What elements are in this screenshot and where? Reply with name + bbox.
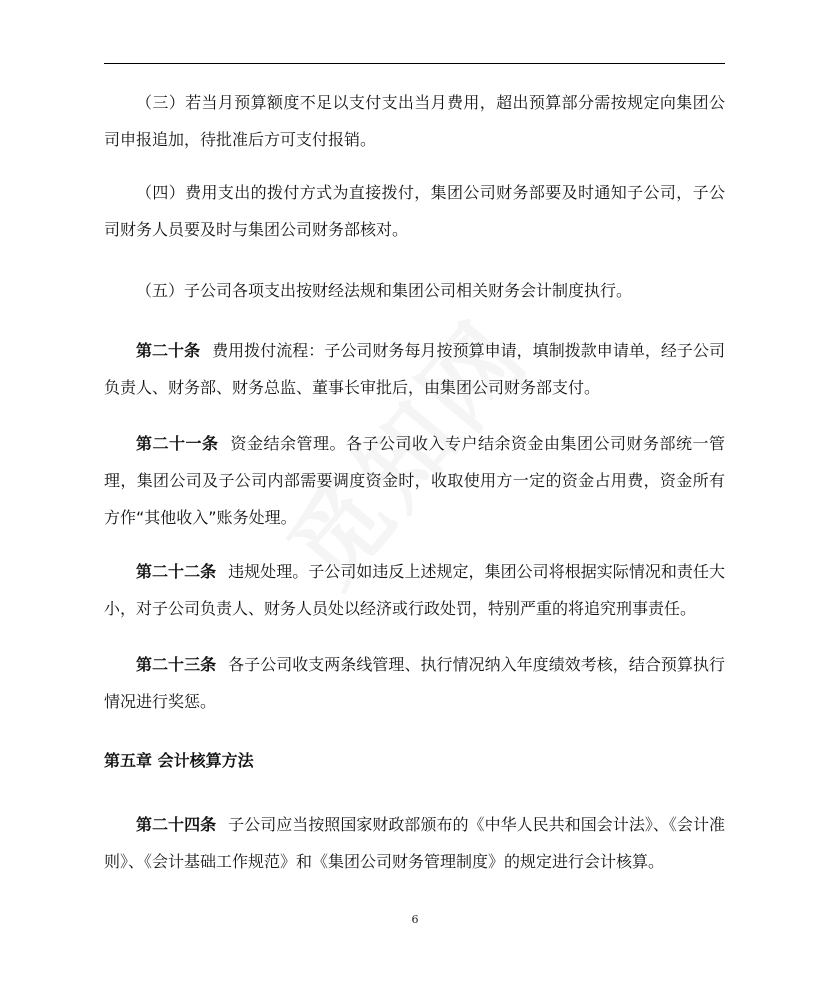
article-number: 第二十条 <box>136 341 201 360</box>
paragraph-clause-3 <box>104 84 725 158</box>
article-text: 违规处理。子公司如违反上述规定，集团公司将根据实际情况和责任大小，对子公司负责人、财务人员处以经济或行政处罚，特别严重的将追究刑事责任。 <box>104 562 725 618</box>
page-number: 6 <box>411 913 419 926</box>
paragraph-clause-5 <box>104 272 725 309</box>
paragraph-text: （四）费用支出的拨付方式为直接拨付，集团公司财务部要及时通知子公司，子公司财务人员要及时与集团公司财务部核对。 <box>104 183 725 239</box>
paragraph-text: （三）若当月预算额度不足以支付支出当月费用，超出预算部分需按规定向集团公司申报追加，待批准后方可支付报销。 <box>104 93 725 149</box>
article-text: 子公司应当按照国家财政部颁布的《中华人民共和国会计法》、《会计准则》、《会计基础工作规范》和《集团公司财务管理制度》的规定进行会计核算。 <box>104 815 725 871</box>
paragraph-clause-4 <box>104 174 725 248</box>
article-20 <box>104 332 725 406</box>
article-text: 各子公司收支两条线管理、执行情况纳入年度绩效考核，结合预算执行情况进行奖惩。 <box>104 655 725 711</box>
article-24 <box>104 806 725 880</box>
article-number: 第二十三条 <box>136 655 217 674</box>
paragraph-text: （五）子公司各项支出按财经法规和集团公司相关财务会计制度执行。 <box>136 281 633 300</box>
article-number: 第二十二条 <box>136 562 217 581</box>
article-text: 费用拨付流程：子公司财务每月按预算申请，填制拨款申请单，经子公司负责人、财务部、财务总监、董事长审批后，由集团公司财务部支付。 <box>104 341 725 397</box>
article-number: 第二十一条 <box>136 434 219 453</box>
article-number: 第二十四条 <box>136 815 217 834</box>
chapter-heading: 第五章 会计核算方法 <box>104 751 254 770</box>
header-rule <box>104 63 725 64</box>
article-21 <box>104 425 725 536</box>
article-text: 资金结余管理。各子公司收入专户结余资金由集团公司财务部统一管理，集团公司及子公司内部需要调度资金时，收取使用方一定的资金占用费，资金所有方作“其他收入”账务处理。 <box>104 434 725 527</box>
article-22 <box>104 553 725 627</box>
article-23 <box>104 646 725 720</box>
